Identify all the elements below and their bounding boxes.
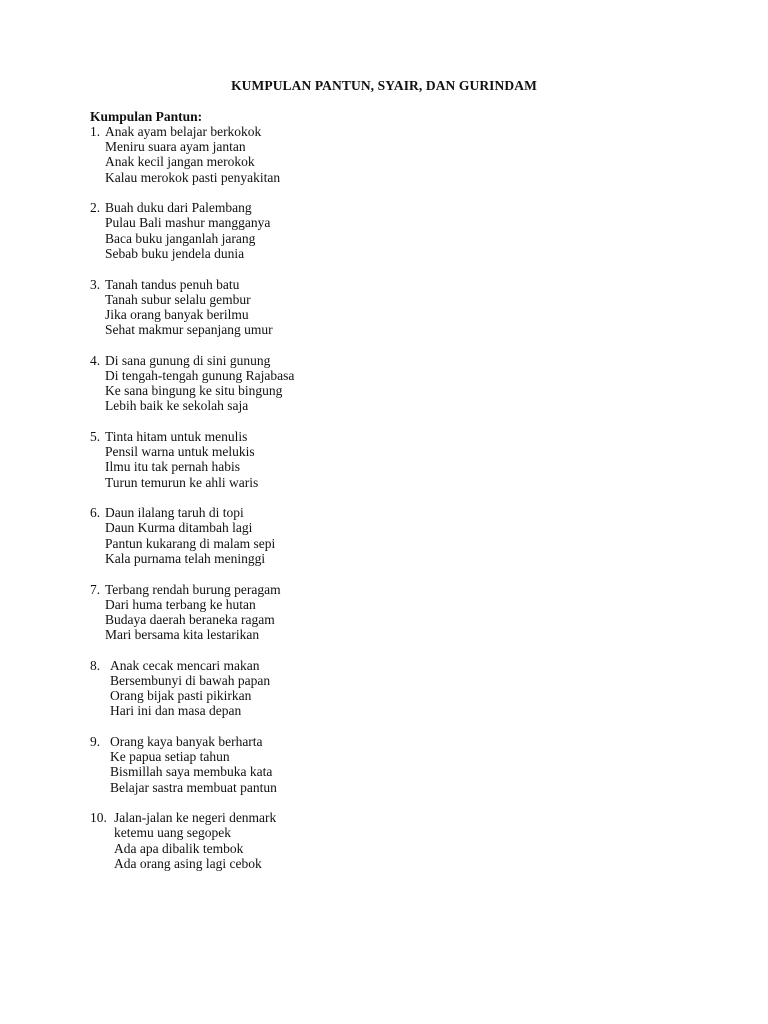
pantun-line: Mari bersama kita lestarikan (105, 627, 260, 643)
document-title: KUMPULAN PANTUN, SYAIR, DAN GURINDAM (231, 78, 537, 93)
pantun-line (90, 505, 690, 520)
pantun-number: 6. (90, 505, 101, 521)
pantun-line: Tanah subur selalu gembur (105, 291, 251, 307)
pantun-line (90, 658, 690, 673)
pantun-line: Meniru suara ayam jantan (105, 139, 246, 155)
pantun-line-text: Buah duku dari Palembang (105, 200, 252, 216)
pantun-line: ketemu uang segopek (114, 825, 231, 841)
pantun-line-text: Daun ilalang taruh di topi (105, 505, 244, 521)
pantun-line: Ada apa dibalik tembok (114, 840, 244, 856)
pantun-line (90, 810, 690, 825)
pantun-list (90, 124, 690, 887)
pantun-number: 2. (90, 200, 101, 216)
pantun-line: Hari ini dan masa depan (110, 703, 242, 719)
pantun-number: 7. (90, 581, 101, 597)
pantun-2 (90, 200, 690, 261)
pantun-number: 3. (90, 276, 101, 292)
pantun-line-text: Di sana gunung di sini gunung (105, 352, 271, 368)
pantun-line: Pensil warna untuk melukis (105, 444, 255, 460)
pantun-line: Kala purnama telah meninggi (105, 550, 266, 566)
pantun-line (90, 353, 690, 368)
pantun-line: Dari huma terbang ke hutan (105, 596, 256, 612)
pantun-line (90, 429, 690, 444)
pantun-number: 5. (90, 429, 101, 444)
pantun-line: Kalau merokok pasti penyakitan (105, 169, 281, 185)
pantun-line (90, 124, 690, 139)
pantun-10 (90, 810, 690, 871)
pantun-6 (90, 505, 690, 566)
pantun-number: 8. (90, 657, 101, 673)
pantun-line: Bersembunyi di bawah papan (110, 672, 271, 688)
pantun-4 (90, 353, 690, 414)
pantun-line: Jika orang banyak berilmu (105, 306, 249, 322)
pantun-line: Pulau Bali mashur mangganya (105, 215, 271, 231)
pantun-7 (90, 582, 690, 643)
pantun-line: Ke papua setiap tahun (110, 749, 230, 765)
pantun-number: 9. (90, 734, 101, 749)
pantun-8 (90, 658, 690, 719)
pantun-line: Ilmu itu tak pernah habis (105, 459, 240, 475)
pantun-line (90, 582, 690, 597)
pantun-line-text: Terbang rendah burung peragam (105, 581, 281, 597)
pantun-5 (90, 429, 690, 490)
pantun-line: Lebih baik ke sekolah saja (105, 398, 249, 414)
pantun-line: Bismillah saya membuka kata (110, 764, 273, 780)
pantun-line-text: Jalan-jalan ke negeri denmark (114, 810, 277, 826)
pantun-line: Pantun kukarang di malam sepi (105, 535, 276, 551)
pantun-line: Anak kecil jangan merokok (105, 154, 255, 170)
pantun-line: Baca buku janganlah jarang (105, 230, 256, 246)
pantun-9 (90, 734, 690, 795)
pantun-line (90, 734, 690, 749)
pantun-line: Di tengah-tengah gunung Rajabasa (105, 367, 295, 383)
pantun-line: Ada orang asing lagi cebok (114, 855, 262, 871)
pantun-line: Orang bijak pasti pikirkan (110, 688, 252, 704)
pantun-line: Ke sana bingung ke situ bingung (105, 383, 283, 399)
pantun-line-text: Tinta hitam untuk menulis (105, 429, 248, 444)
pantun-line: Sebab buku jendela dunia (105, 245, 245, 261)
pantun-line: Sehat makmur sepanjang umur (105, 322, 273, 338)
pantun-3 (90, 277, 690, 338)
pantun-line (90, 277, 690, 292)
pantun-number: 1. (90, 124, 101, 139)
pantun-number: 10. (90, 810, 107, 826)
pantun-line: Turun temurun ke ahli waris (105, 474, 259, 490)
pantun-line: Daun Kurma ditambah lagi (105, 520, 253, 536)
pantun-line-text: Orang kaya banyak berharta (110, 734, 263, 749)
pantun-line: Budaya daerah beraneka ragam (105, 611, 275, 627)
pantun-1 (90, 124, 690, 185)
pantun-line (90, 200, 690, 215)
pantun-line-text: Tanah tandus penuh batu (105, 276, 240, 292)
pantun-line-text: Anak cecak mencari makan (110, 657, 260, 673)
pantun-number: 4. (90, 352, 101, 368)
pantun-line-text: Anak ayam belajar berkokok (105, 124, 262, 139)
pantun-line: Belajar sastra membuat pantun (110, 779, 277, 795)
section-heading: Kumpulan Pantun: (90, 109, 203, 124)
